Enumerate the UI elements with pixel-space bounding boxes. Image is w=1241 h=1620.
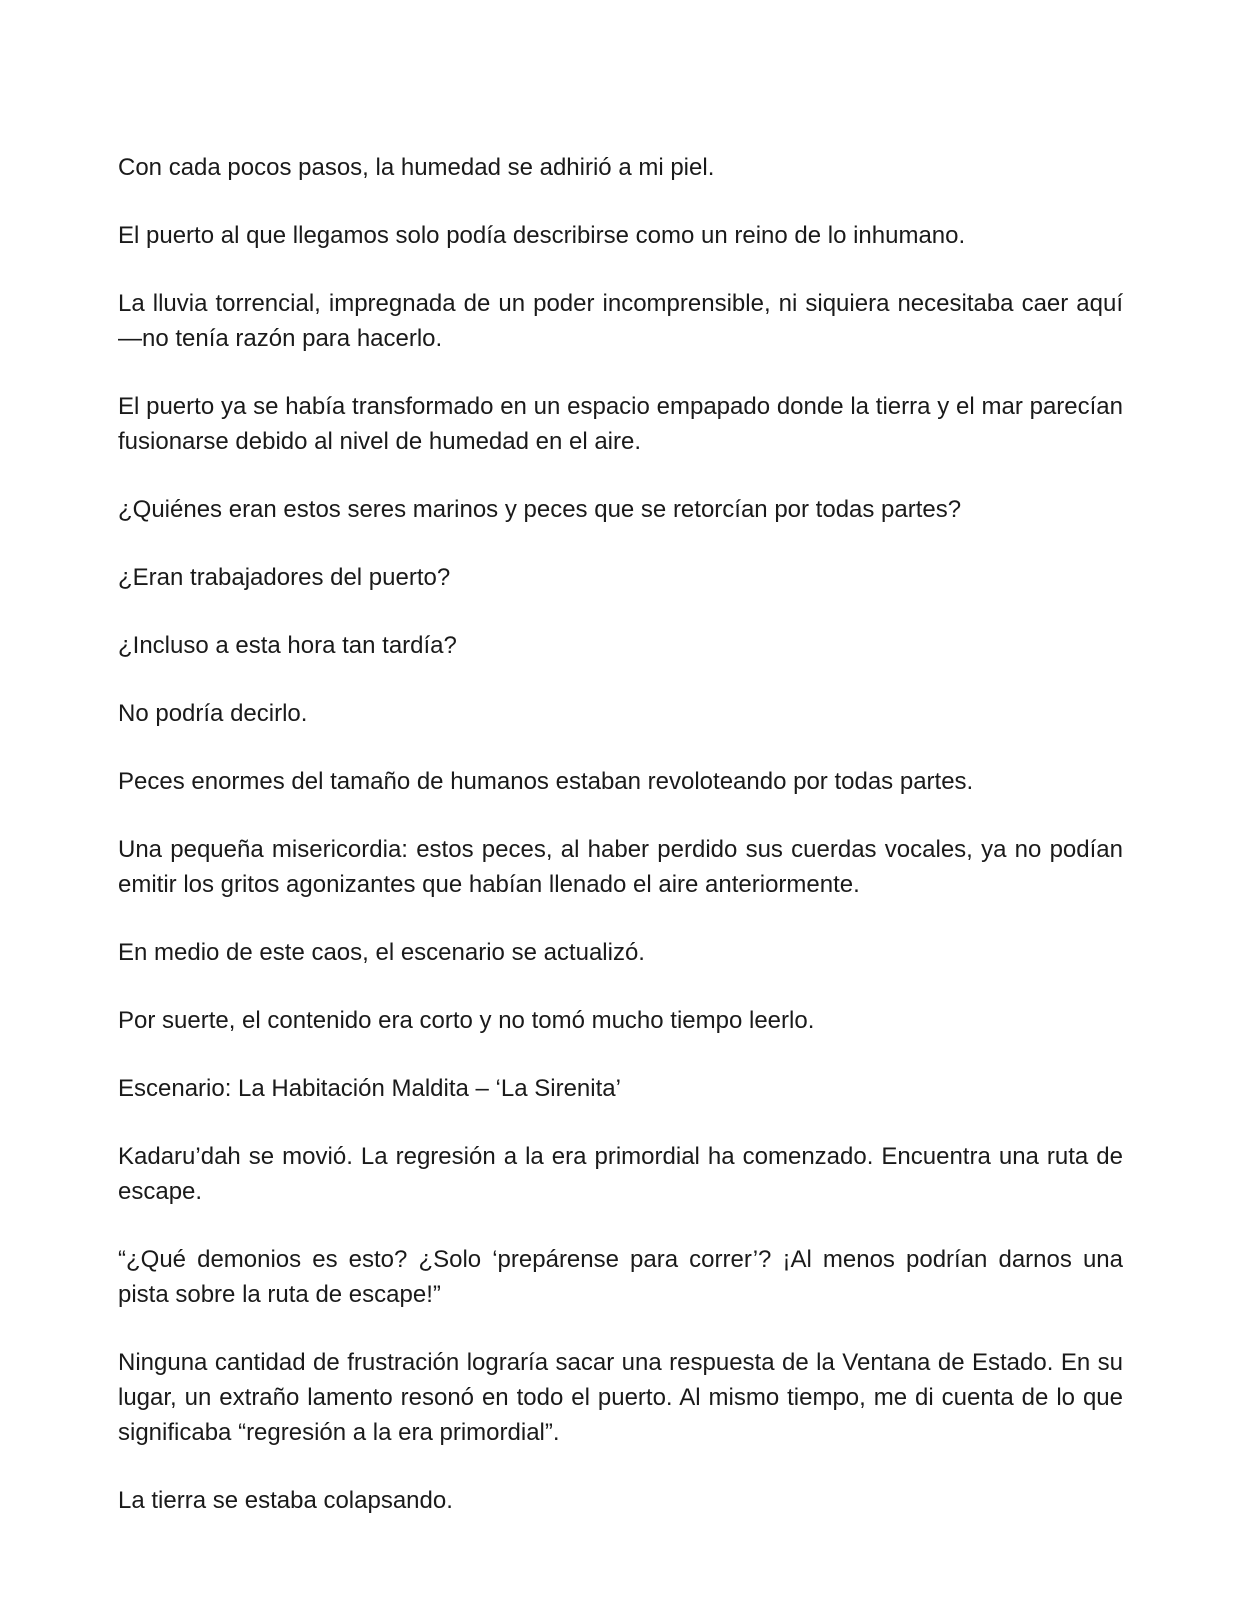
paragraph-9: Peces enormes del tamaño de humanos estaban revoloteando por todas partes. (118, 768, 974, 795)
paragraph-10: Una pequeña misericordia: estos peces, al haber perdido sus cuerdas vocales, ya no podían emitir los gritos agonizantes que habían llenado el aire anteriormente. (118, 836, 1123, 898)
paragraph-8: No podría decirlo. (118, 700, 308, 727)
paragraph-11: En medio de este caos, el escenario se actualizó. (118, 939, 645, 966)
paragraph-17: La tierra se estaba colapsando. (118, 1487, 453, 1514)
paragraph-6: ¿Eran trabajadores del puerto? (118, 564, 451, 591)
paragraph-16: Ninguna cantidad de frustración lograría sacar una respuesta de la Ventana de Estado. En su lugar, un extraño lamento resonó en todo el puerto. Al mismo tiempo, me di cuenta de lo que significaba “regresión a la era primordial”. (118, 1349, 1123, 1446)
paragraph-4: El puerto ya se había transformado en un espacio empapado donde la tierra y el mar parecían fusionarse debido al nivel de humedad en el aire. (118, 393, 1123, 455)
paragraph-12: Por suerte, el contenido era corto y no tomó mucho tiempo leerlo. (118, 1007, 815, 1034)
paragraph-1: Con cada pocos pasos, la humedad se adhirió a mi piel. (118, 154, 715, 181)
paragraph-2: El puerto al que llegamos solo podía describirse como un reino de lo inhumano. (118, 222, 966, 249)
scenario-heading: Escenario: La Habitación Maldita – ‘La Sirenita’ (118, 1075, 621, 1102)
dialogue-quote: “¿Qué demonios es esto? ¿Solo ‘prepárense para correr’? ¡Al menos podrían darnos una pista sobre la ruta de escape!” (118, 1246, 1123, 1308)
paragraph-3: La lluvia torrencial, impregnada de un poder incomprensible, ni siquiera necesitaba caer aquí—no tenía razón para hacerlo. (118, 290, 1123, 352)
paragraph-14: Kadaru’dah se movió. La regresión a la era primordial ha comenzado. Encuentra una ruta de escape. (118, 1143, 1123, 1205)
paragraph-7: ¿Incluso a esta hora tan tardía? (118, 632, 457, 659)
paragraph-5: ¿Quiénes eran estos seres marinos y peces que se retorcían por todas partes? (118, 496, 962, 523)
document-page (118, 150, 1123, 1518)
